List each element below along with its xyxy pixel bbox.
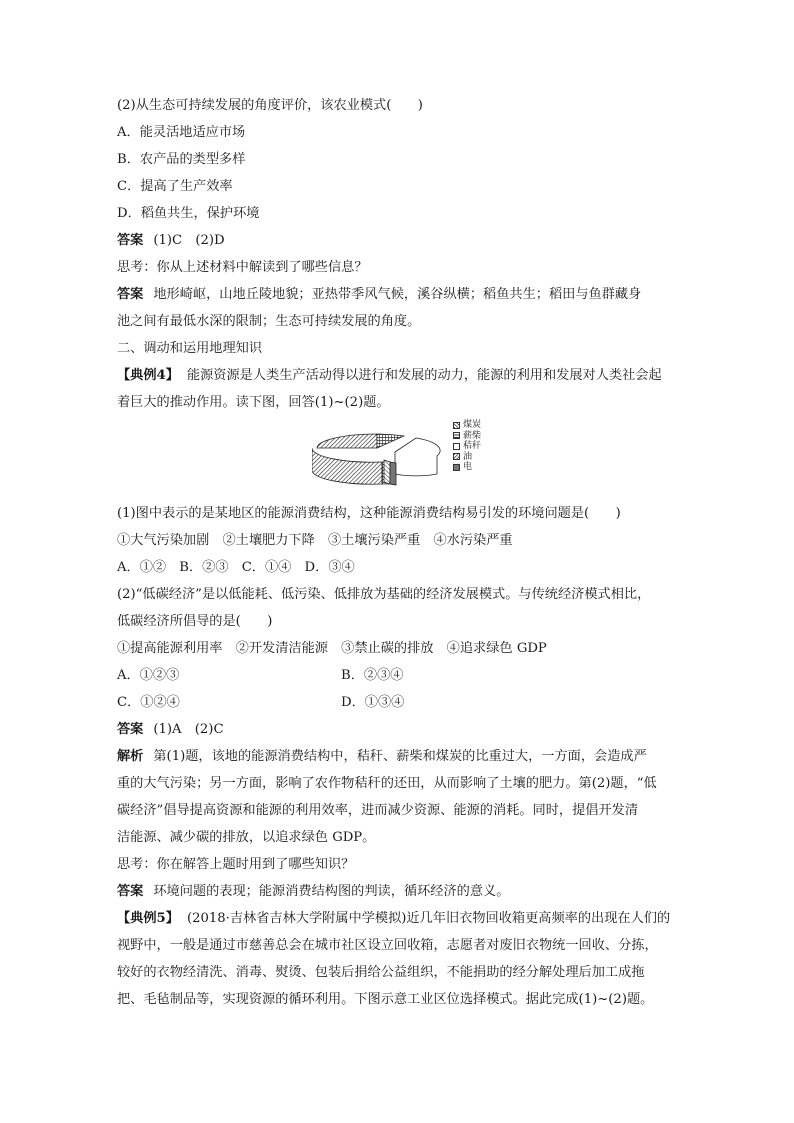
example-4-line-1: [117, 362, 677, 389]
slice-coal-side: [312, 448, 382, 484]
example-5-line-1: [117, 905, 677, 932]
example-4-q1-statements: ①大气污染加剧 ②土壤肥力下降 ③土壤污染严重 ④水污染严重: [117, 533, 513, 548]
question-2-stem: (2)从生态可持续发展的角度评价，该农业模式( ): [117, 98, 423, 113]
legend-swatch: [453, 453, 460, 460]
legend-label: 油: [463, 451, 473, 462]
legend-label: 煤炭: [463, 420, 482, 430]
example-tag: 【典例4】: [117, 368, 179, 383]
slice-coal-top: [317, 434, 377, 448]
analysis-text: 第(1)题，该地的能源消费结构中，秸秆、薪柴和煤炭的比重过大，一方面，会造成严: [153, 749, 647, 764]
answer-label: 答案: [117, 233, 144, 248]
example-4-q2-choices-row-1: [117, 662, 677, 689]
analysis-label: 解析: [117, 749, 144, 764]
answer-line-3: [117, 716, 677, 743]
slice-electricity: [390, 462, 396, 485]
option-a: A．能灵活地适应市场: [117, 125, 246, 140]
example-5-line-3: 较好的衣物经清洗、消毒、熨烫、包装后捐给公益组织，不能捐助的经分解处理后加工成拖: [117, 965, 645, 980]
answer-line-2-cont: 池之间有最低水深的限制；生态可持续发展的角度。: [117, 314, 421, 329]
option-d: D．稻鱼共生，保护环境: [117, 206, 260, 221]
answer-label: 答案: [117, 287, 144, 302]
answer-line-4: [117, 878, 677, 905]
answer-label: 答案: [117, 722, 144, 737]
slice-straw: [395, 438, 440, 476]
answer-text: 地形崎岖，山地丘陵地貌；亚热带季风气候，溪谷纵横；稻鱼共生；稻田与鱼群藏身: [153, 287, 642, 302]
example-text: (2018·吉林省吉林大学附属中学模拟)近几年旧衣物回收箱更高频率的出现在人们的: [186, 911, 671, 926]
option-c: C．①②④: [117, 695, 180, 710]
energy-pie-chart: [117, 416, 677, 500]
example-5-line-2: 视野中，一般是通过市慈善总会在城市社区设立回收箱，志愿者对废旧衣物统一回收、分拣，: [117, 938, 658, 953]
answer-line-2: [117, 281, 677, 308]
option-b: B．②③④: [341, 668, 404, 683]
analysis-line-4: 洁能源、减少碳的排放，以追求绿色 GDP。: [117, 830, 376, 845]
chart-legend: [453, 420, 481, 473]
option-d: D．①③④: [341, 695, 405, 710]
example-5-line-4: 把、毛毡制品等，实现资源的循环利用。下图示意工业区位选择模式。据此完成(1)~(2)题。: [117, 992, 654, 1007]
option-c: C．提高了生产效率: [117, 179, 233, 194]
slice-wood-top: [377, 434, 404, 448]
answer-text: 环境问题的表现；能源消费结构图的判读，循环经济的意义。: [153, 884, 510, 899]
think-question-1: 思考：你从上述材料中解读到了哪些信息？: [117, 260, 368, 275]
example-text: 能源资源是人类生产活动得以进行和发展的动力，能源的利用和发展对人类社会起: [186, 368, 662, 383]
legend-swatch: [453, 432, 460, 439]
analysis-line-3: 碳经济”倡导提高资源和能源的利用效率，进而减少资源、能源的消耗。同时，提倡开发清: [117, 803, 639, 818]
legend-swatch: [453, 422, 460, 429]
legend-item-wood: [453, 431, 481, 442]
legend-label: 薪柴: [463, 430, 482, 441]
analysis-line-2: 重的大气污染；另一方面，影响了农作物秸秆的还田，从而影响了土壤的肥力。第(2)题，“低: [117, 776, 657, 791]
example-4-line-2: 着巨大的推动作用。读下图，回答(1)~(2)题。: [117, 395, 390, 410]
legend-label: 电: [463, 462, 473, 472]
example-4-question-2: (2)“低碳经济”是以低能耗、低污染、低排放为基础的经济发展模式。与传统经济模式相比，: [117, 587, 651, 602]
example-4-q1-choices: A．①② B．②③ C．①④ D．③④: [117, 560, 355, 575]
answer-text: (1)C (2)D: [153, 233, 225, 248]
legend-item-coal: [453, 420, 481, 431]
example-tag: 【典例5】: [117, 911, 179, 926]
example-4-q2-statements: ①提高能源利用率 ②开发清洁能源 ③禁止碳的排放 ④追求绿色 GDP: [117, 641, 547, 656]
option-b: B．农产品的类型多样: [117, 152, 246, 167]
legend-label: 秸秆: [463, 441, 482, 451]
analysis-line-1: [117, 743, 677, 770]
document-page: [117, 92, 677, 1013]
answer-line-1: [117, 227, 677, 254]
legend-item-electricity: [453, 462, 481, 473]
legend-item-straw: [453, 441, 481, 452]
legend-swatch: [453, 443, 460, 450]
answer-text: (1)A (2)C: [153, 722, 224, 737]
section-heading: 二、调动和运用地理知识: [117, 341, 263, 356]
answer-label: 答案: [117, 884, 144, 899]
legend-item-oil: [453, 452, 481, 463]
example-4-question-2-cont: 低碳经济所倡导的是( ): [117, 614, 273, 629]
slice-oil: [384, 460, 390, 484]
pie-chart-svg: [312, 418, 452, 498]
example-4-question-1: (1)图中表示的是某地区的能源消费结构，这种能源消费结构易引发的环境问题是( ): [117, 506, 621, 521]
legend-swatch: [453, 464, 460, 471]
think-question-2: 思考：你在解答上题时用到了哪些知识？: [117, 857, 355, 872]
option-a: A．①②③: [117, 668, 180, 683]
example-4-q2-choices-row-2: [117, 689, 677, 716]
